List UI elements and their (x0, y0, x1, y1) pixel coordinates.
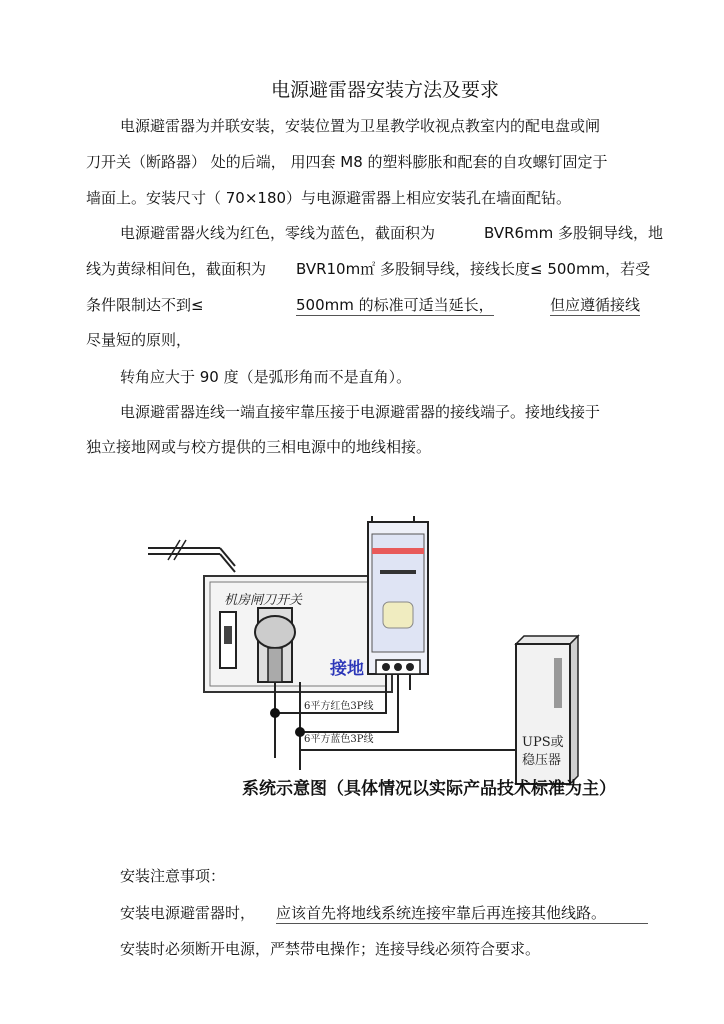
paragraph-2-line-1b: BVR6mm 多股铜导线，地 (484, 224, 664, 242)
paragraph-1-line-2: 刀开关（断路器） 处的后端， 用四套 M8 的塑料膨胀和配套的自攻螺钉固定于 (86, 153, 608, 171)
paragraph-1-line-1: 电源避雷器为并联安装，安装位置为卫星教学收视点教室内的配电盘或闸 (120, 117, 601, 135)
paragraph-2-line-3b: 500mm 的标准可适当延长， (296, 296, 494, 314)
wire-1-label: 6平方红色3P线 (304, 701, 374, 712)
ups-label-line-2: 稳压器 (522, 753, 562, 768)
ground-label: 接地 (330, 659, 364, 679)
paragraph-2-line-2b: BVR10m㎡ 多股铜导线，接线长度≤ 500mm，若受 (296, 260, 651, 278)
paragraph-2-line-1a: 电源避雷器火线为红色，零线为蓝色，截面积为 (120, 224, 436, 242)
surge-protector-device (368, 516, 428, 674)
system-diagram (140, 508, 640, 808)
page-title: 电源避雷器安装方法及要求 (271, 79, 500, 101)
paragraph-3: 转角应大于 90 度（是弧形角而不是直角）。 (120, 368, 412, 386)
paragraph-2-line-2a: 线为黄绿相间色，截面积为 (86, 260, 267, 278)
incoming-power-line (148, 540, 235, 572)
switch-label: 机房闸刀开关 (224, 593, 303, 608)
paragraph-2-line-3a: 条件限制达不到≤ (86, 296, 204, 314)
paragraph-1-line-3: 墙面上。安装尺寸（ 70×180）与电源避雷器上相应安装孔在墙面配钻。 (86, 189, 572, 207)
wire-2-label: 6平方蓝色3P线 (304, 734, 374, 745)
note-2: 安装时必须断开电源，严禁带电操作；连接导线必须符合要求。 (120, 940, 541, 958)
paragraph-2-line-4: 尽量短的原则， (86, 331, 192, 349)
paragraph-4-line-2: 独立接地网或与校方提供的三相电源中的地线相接。 (86, 438, 432, 456)
note-1b: 应该首先将地线系统连接牢靠后再连接其他线路。 (276, 903, 648, 924)
notes-heading: 安装注意事项： (120, 867, 226, 885)
ups-label-line-1: UPS或 (522, 735, 564, 750)
paragraph-4-line-1: 电源避雷器连线一端直接牢靠压接于电源避雷器的接线端子。接地线接于 (120, 403, 601, 421)
junction-dot-1 (270, 708, 280, 718)
note-1a: 安装电源避雷器时， (120, 904, 256, 922)
diagram-caption: 系统示意图（具体情况以实际产品技术标准为主） (242, 779, 616, 799)
paragraph-2-line-3c: 但应遵循接线 (550, 296, 641, 314)
